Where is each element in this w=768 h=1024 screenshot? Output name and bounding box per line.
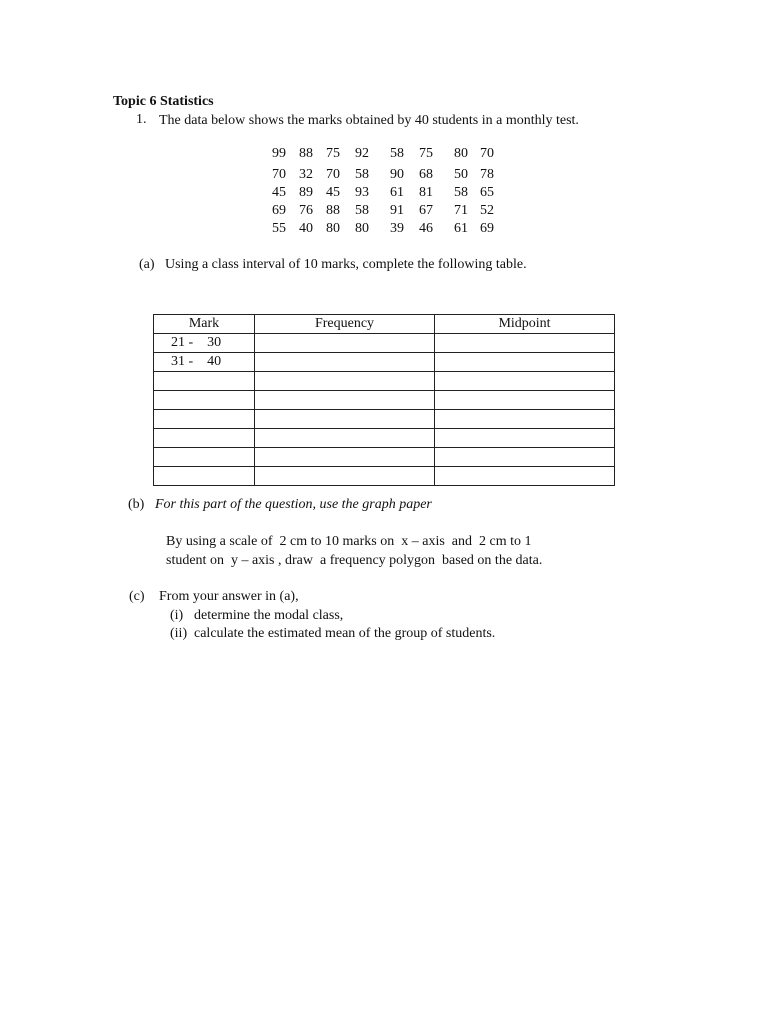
frequency-cell[interactable] [255, 467, 435, 486]
mark-value: 70 [272, 167, 286, 182]
mark-value: 68 [419, 167, 433, 182]
frequency-cell[interactable] [255, 429, 435, 448]
frequency-table [153, 314, 615, 486]
table-row [154, 372, 615, 391]
mark-value: 80 [454, 146, 468, 161]
mark-value: 80 [326, 221, 340, 236]
mark-value: 88 [299, 146, 313, 161]
question-text: The data below shows the marks obtained by 40 students in a monthly test. [159, 113, 579, 128]
part-c-label: (c) [129, 589, 145, 604]
mark-value: 70 [480, 146, 494, 161]
frequency-cell[interactable] [255, 334, 435, 353]
mark-cell[interactable]: 21 - 30 [154, 334, 255, 353]
mark-value: 88 [326, 203, 340, 218]
mark-cell[interactable]: 31 - 40 [154, 353, 255, 372]
mark-value: 58 [355, 203, 369, 218]
mark-value: 58 [355, 167, 369, 182]
topic-title: Topic 6 Statistics [113, 94, 214, 109]
midpoint-cell[interactable] [435, 448, 615, 467]
part-c-item-i-label: (i) [170, 608, 184, 623]
mark-value: 69 [480, 221, 494, 236]
question-number: 1. [136, 112, 147, 127]
part-c-item-ii-label: (ii) [170, 626, 188, 641]
mark-value: 76 [299, 203, 313, 218]
midpoint-cell[interactable] [435, 429, 615, 448]
part-b-line-2: student on y – axis , draw a frequency polygon based on the data. [166, 553, 543, 568]
mark-cell[interactable] [154, 448, 255, 467]
frequency-cell[interactable] [255, 448, 435, 467]
midpoint-cell[interactable] [435, 372, 615, 391]
mark-value: 93 [355, 185, 369, 200]
mark-cell[interactable] [154, 372, 255, 391]
part-a-label: (a) [139, 257, 155, 272]
mark-value: 75 [419, 146, 433, 161]
mark-value: 69 [272, 203, 286, 218]
mark-value: 45 [326, 185, 340, 200]
mark-value: 46 [419, 221, 433, 236]
mark-value: 40 [299, 221, 313, 236]
table-row [154, 391, 615, 410]
mark-value: 71 [454, 203, 468, 218]
header-frequency: Frequency [255, 315, 435, 334]
mark-cell[interactable] [154, 410, 255, 429]
mark-value: 50 [454, 167, 468, 182]
mark-value: 45 [272, 185, 286, 200]
mark-value: 70 [326, 167, 340, 182]
midpoint-cell[interactable] [435, 410, 615, 429]
part-c-item-i-text: determine the modal class, [194, 608, 344, 623]
mark-value: 81 [419, 185, 433, 200]
part-c-text: From your answer in (a), [159, 589, 299, 604]
mark-value: 67 [419, 203, 433, 218]
mark-value: 65 [480, 185, 494, 200]
table-row [154, 448, 615, 467]
table-row [154, 334, 615, 353]
header-midpoint: Midpoint [435, 315, 615, 334]
mark-value: 78 [480, 167, 494, 182]
frequency-cell[interactable] [255, 410, 435, 429]
mark-value: 90 [390, 167, 404, 182]
mark-value: 75 [326, 146, 340, 161]
table-row [154, 429, 615, 448]
part-b-instruction: For this part of the question, use the graph paper [155, 497, 432, 512]
mark-value: 92 [355, 146, 369, 161]
table-row [154, 353, 615, 372]
table-header-row [154, 315, 615, 334]
part-b-label: (b) [128, 497, 145, 512]
table-row [154, 467, 615, 486]
header-mark: Mark [154, 315, 255, 334]
mark-value: 89 [299, 185, 313, 200]
mark-value: 55 [272, 221, 286, 236]
mark-value: 61 [454, 221, 468, 236]
mark-value: 91 [390, 203, 404, 218]
frequency-cell[interactable] [255, 353, 435, 372]
part-b-line-1: By using a scale of 2 cm to 10 marks on x – axis and 2 cm to 1 [166, 534, 532, 549]
midpoint-cell[interactable] [435, 334, 615, 353]
mark-cell[interactable] [154, 467, 255, 486]
frequency-cell[interactable] [255, 391, 435, 410]
part-a-text: Using a class interval of 10 marks, complete the following table. [165, 257, 527, 272]
midpoint-cell[interactable] [435, 353, 615, 372]
mark-value: 52 [480, 203, 494, 218]
part-c-item-ii-text: calculate the estimated mean of the group of students. [194, 626, 496, 641]
mark-value: 99 [272, 146, 286, 161]
mark-value: 58 [390, 146, 404, 161]
midpoint-cell[interactable] [435, 467, 615, 486]
mark-value: 39 [390, 221, 404, 236]
mark-cell[interactable] [154, 391, 255, 410]
mark-value: 58 [454, 185, 468, 200]
mark-value: 32 [299, 167, 313, 182]
mark-cell[interactable] [154, 429, 255, 448]
table-row [154, 410, 615, 429]
frequency-cell[interactable] [255, 372, 435, 391]
midpoint-cell[interactable] [435, 391, 615, 410]
mark-value: 61 [390, 185, 404, 200]
mark-value: 80 [355, 221, 369, 236]
